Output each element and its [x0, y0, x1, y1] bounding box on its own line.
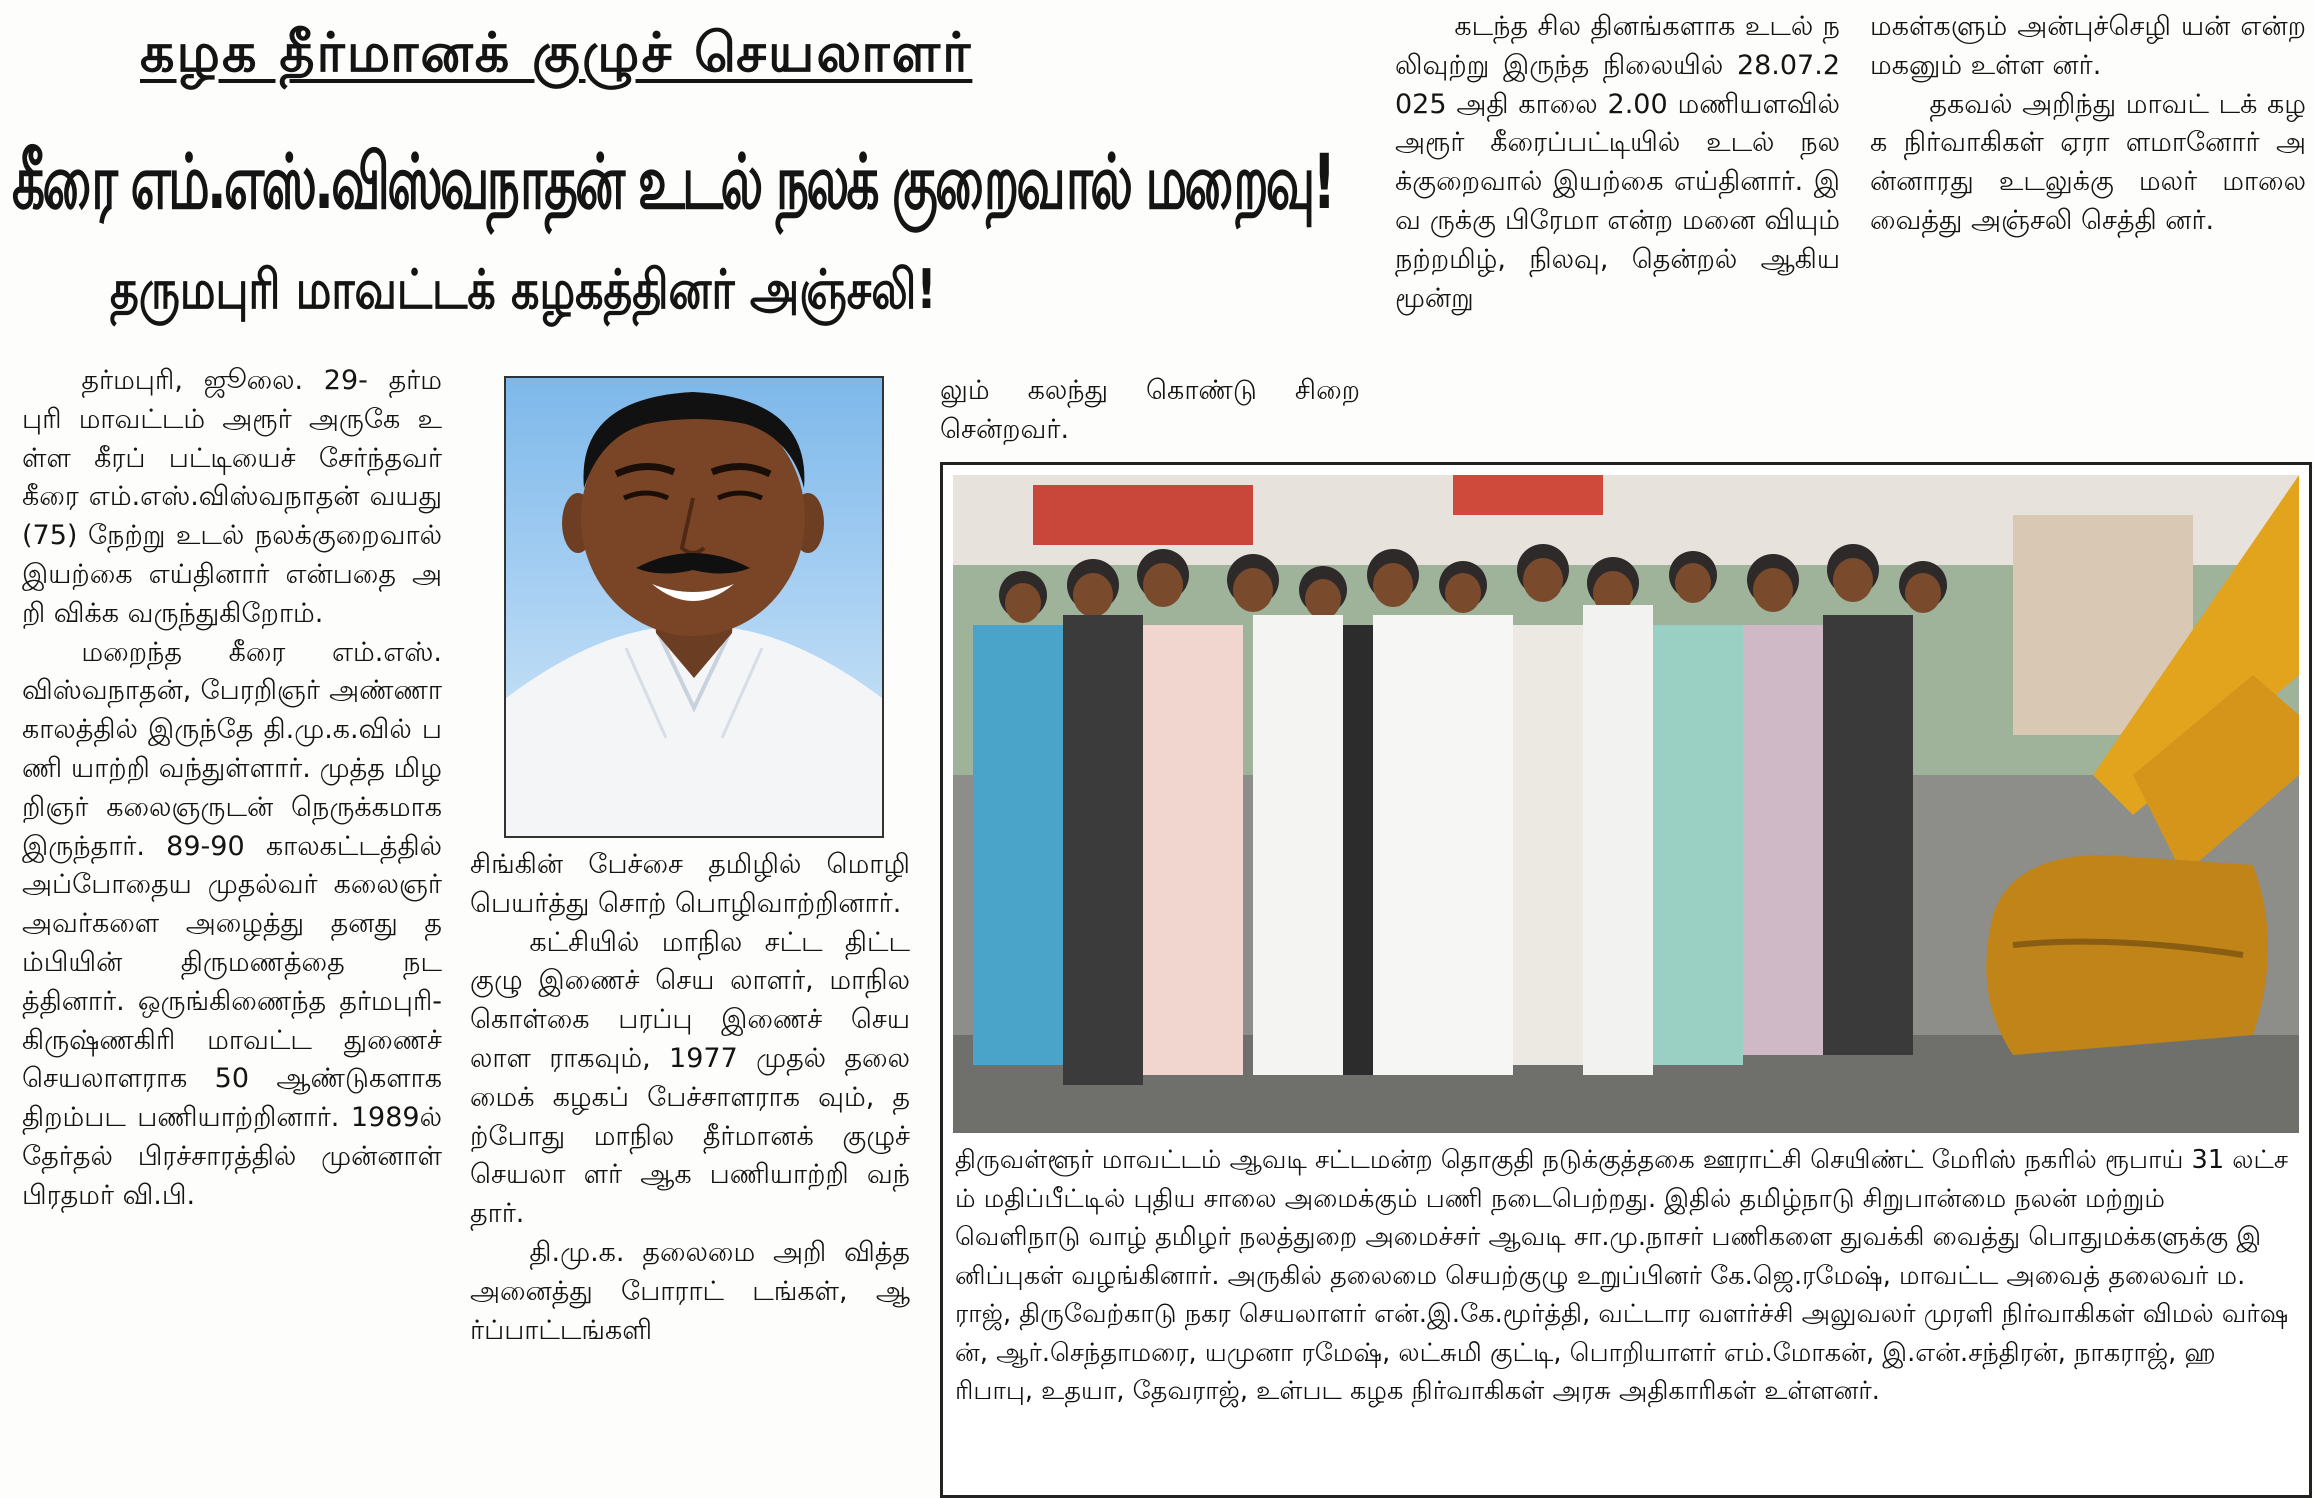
article-column-4 — [1870, 8, 2306, 428]
photo-caption: திருவள்ளூர் மாவட்டம் ஆவடி சட்டமன்ற தொகுதி நடுக்குத்தகை ஊராட்சி செயிண்ட் மேரிஸ் நகரில் ரூபாய் 31 லட்சம் மதிப்பீட்டில் புதிய சாலை அமைக்கும் பணி நடைபெற்றது. இதில் தமிழ்நாடு சிறுபான்மை நலன் மற்றும் வெளிநாடு வாழ் தமிழர் நலத்துறை அமைச்சர் ஆவடி சா.மு.நாசர் பணிகளை துவக்கி வைத்து பொதுமக்களுக்கு இனிப்புகள் வழங்கினார். அருகில் தலைமை செயற்குழு உறுப்பினர் கே.ஜெ.ரமேஷ், மாவட்ட அவைத் தலைவர் ம.ராஜ், திருவேற்காடு நகர செயலாளர் என்.இ.கே.மூர்த்தி, வட்டார வளர்ச்சி அலுவலர் முரளி நிர்வாகிகள் விமல் வர்ஷன், ஆர்.செந்தாமரை, யமுனா ரமேஷ், லட்சுமி குட்டி, பொறியாளர் எம்.மோகன், இ.என்.சந்திரன், நாகராஜ், ஹரிபாபு, உதயா, தேவராஜ், உள்பட கழக நிர்வாகிகள் அரசு அதிகாரிகள் உள்ளனர். — [955, 1145, 2289, 1406]
portrait-photo — [504, 376, 884, 838]
article-paragraph: தி.மு.க. தலைமை அறி வித்த அனைத்து போராட் டங்கள், ஆர்ப்பாட்டங்களி — [470, 1236, 910, 1346]
article-column-1 — [22, 362, 442, 1492]
sub-headline: தருமபுரி மாவட்டக் கழகத்தினர் அஞ்சலி! — [110, 258, 937, 321]
article-paragraph: கட்சியில் மாநில சட்ட திட்ட குழு இணைச் செய லாளர், மாநில கொள்கை பரப்பு இணைச் செயலாள ராகவும், 1977 முதல் தலை மைக் கழகப் பேச்சாளராக வும், தற்போது மாநில தீர்மானக் குழுச் செயலா ளர் ஆக பணியாற்றி வந் தார். — [470, 926, 910, 1230]
article-paragraph: மகள்களும் அன்புச்செழி யன் என்ற மகனும் உள்ள னர். — [1870, 11, 2306, 81]
article-column-continuation — [940, 372, 1360, 462]
kicker-headline: கழக தீர்மானக் குழுச் செயலாளர் — [140, 21, 973, 84]
main-headline: கீரை எம்.எஸ்.விஸ்வநாதன் உடல் நலக் குறைவால் மறைவு! — [12, 137, 1334, 226]
article-paragraph: தர்மபுரி, ஜூலை. 29- தர்மபுரி மாவட்டம் அரூர் அருகே உள்ள கீரப் பட்டியைச் சேர்ந்தவர் கீரை எம்.எஸ்.விஸ்வநாதன் வயது (75) நேற்று உடல் நலக்குறைவால் இயற்கை எய்தினார் என்பதை அறி விக்க வருந்துகிறோம். — [22, 365, 442, 629]
article-paragraph: தகவல் அறிந்து மாவட் டக் கழக நிர்வாகிகள் ஏரா ளமானோர் அன்னாரது உடலுக்கு மலர் மாலை வைத்து அஞ்சலி செத்தி னர். — [1870, 88, 2306, 236]
article-column-2 — [470, 846, 910, 1486]
article-column-3 — [1395, 8, 1840, 438]
article-paragraph: சிங்கின் பேச்சை தமிழில் மொழி பெயர்த்து சொற் பொழிவாற்றினார். — [470, 849, 910, 919]
article-paragraph: கடந்த சில தினங்களாக உடல் நலிவுற்று இருந்த நிலையில் 28.07.2025 அதி காலை 2.00 மணியளவில் அரூர் கீரைப்பட்டியில் உடல் நலக்குறைவால் இயற்கை எய்தினார். இவ ருக்கு பிரேமா என்ற மனை வியும் நற்றமிழ், நிலவு, தென்றல் ஆகிய மூன்று — [1395, 11, 1840, 314]
event-photo — [953, 475, 2299, 1133]
article-paragraph: மறைந்த கீரை எம்.எஸ். விஸ்வநாதன், பேரறிஞர் அண்ணா காலத்தில் இருந்தே தி.மு.க.வில் பணி யாற்றி வந்துள்ளார். முத்த மிழறிஞர் கலைஞருடன் நெருக்கமாக இருந்தார். 89-90 காலகட்டத்தில் அப்போதைய முதல்வர் கலைஞர் அவர்களை அழைத்து தனது தம்பியின் திருமணத்தை நடத்தினார். ஒருங்கிணைந்த தர்மபுரி- கிருஷ்ணகிரி மாவட்ட துணைச் செயலாளராக 50 ஆண்டுகளாக திறம்பட பணியாற்றினார். 1989ல் தேர்தல் பிரச்சாரத்தில் முன்னாள் பிரதமர் வி.பி. — [22, 636, 442, 1211]
article-paragraph: லும் கலந்து கொண்டு சிறை சென்றவர். — [940, 375, 1360, 445]
news-photo-box — [940, 462, 2312, 1498]
